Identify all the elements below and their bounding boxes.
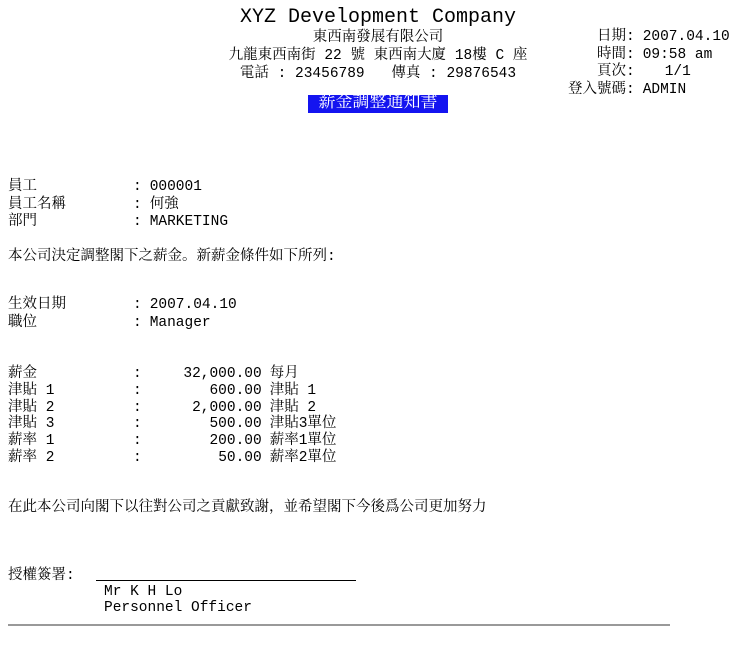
salary-row [8,400,336,417]
time-label: 時間 [597,46,626,63]
salary-unit: 每月 [269,366,299,382]
company-name-zh: 東西南發展有限公司 [312,30,444,46]
login-value: ADMIN [642,81,687,98]
employee-block [8,179,228,232]
department-value: MARKETING [149,214,229,230]
contact-line [178,65,578,83]
colon-separator: : [133,314,142,331]
colon-separator: : [133,214,142,230]
salary-row [8,366,336,383]
colon-separator: : [626,81,635,98]
colon-separator: : [626,64,635,80]
colon-separator: : [133,416,142,433]
colon-separator: : [133,297,142,313]
colon-separator: : [133,366,142,382]
meta-row-login [540,82,736,100]
login-label: 登入號碼 [568,81,626,98]
salary-amount: 500.00 [209,416,262,433]
field-row-employee-name [8,197,228,215]
colon-separator: : [133,433,142,450]
field-row-effective-date [8,297,237,315]
colon-separator: : [277,66,287,82]
salary-amount: 200.00 [209,433,262,450]
field-row-department [8,214,228,232]
position-block [8,297,237,332]
fax-label: 傳真 [391,66,421,82]
employee-id-label: 員工 [8,179,37,195]
salary-row [8,416,336,433]
meta-row-time [540,47,736,65]
salary-amount: 50.00 [218,449,262,466]
meta-row-date [540,29,736,47]
company-header [178,7,578,83]
salary-amount: 2,000.00 [192,399,262,416]
field-row-employee-id [8,179,228,197]
salary-row [8,433,336,450]
effective-date-label: 生效日期 [8,297,66,313]
salary-unit: 津貼 2 [269,399,317,416]
salary-amount: 600.00 [209,382,262,399]
salary-label: 薪率 2 [8,449,55,466]
time-value: 09:58 am [642,46,713,63]
signatory-title: Personnel Officer [104,600,252,616]
phone-label: 電話 [239,66,269,82]
salary-unit: 薪率1單位 [269,433,337,450]
colon-separator: : [626,46,635,63]
salary-unit: 津貼 1 [269,382,317,399]
page-value: 1/1 [664,64,691,80]
company-name-en: XYZ Development Company [239,6,517,29]
report-meta [540,29,736,99]
phone-number: 23456789 [295,66,365,82]
notice-title: 薪金調整通知書 [308,95,448,113]
salary-amount: 32,000.00 [183,366,262,382]
signature-label: 授權簽署 [8,568,66,584]
salary-label: 薪率 1 [8,433,55,450]
salary-row [8,383,336,400]
employee-name-label: 員工名稱 [8,196,66,213]
colon-separator: : [133,382,142,399]
colon-separator: : [66,568,75,584]
department-label: 部門 [8,214,37,230]
salary-label: 津貼 3 [8,416,55,433]
salary-label: 薪金 [8,366,37,382]
salary-unit: 薪率2單位 [269,449,337,466]
colon-separator: : [133,399,142,416]
company-address: 九龍東西南街 22 號 東西南大廈 18樓 C 座 [228,48,528,64]
date-value: 2007.04.10 [642,29,730,45]
salary-label: 津貼 1 [8,382,55,399]
employee-name-value: 何強 [149,196,179,213]
salary-row [8,450,336,467]
intro-text: 本公司決定調整閣下之薪金。新薪金條件如下所列: [8,249,336,265]
signatory-name: Mr K H Lo [104,584,183,600]
job-title-value: Manager [149,314,211,331]
salary-unit: 津貼3單位 [269,416,337,433]
colon-separator: : [133,179,142,195]
page-label: 頁次 [597,64,626,80]
fax-number: 29876543 [446,66,517,82]
colon-separator: : [133,196,142,213]
employee-id-value: 000001 [149,179,202,195]
field-row-job-title [8,315,237,333]
salary-label: 津貼 2 [8,399,55,416]
signature-label-group [8,567,75,585]
colon-separator: : [429,66,438,82]
date-label: 日期 [597,29,626,45]
salary-table [8,366,336,467]
colon-separator: : [626,29,635,45]
signature-line [96,566,356,581]
meta-row-page [540,64,736,82]
colon-separator: : [133,449,142,466]
closing-text: 在此本公司向閣下以往對公司之貢獻致謝，並希望閣下今後爲公司更加努力 [8,500,487,516]
job-title-label: 職位 [8,314,37,331]
effective-date-value: 2007.04.10 [149,297,237,313]
footer-rule [8,624,670,626]
